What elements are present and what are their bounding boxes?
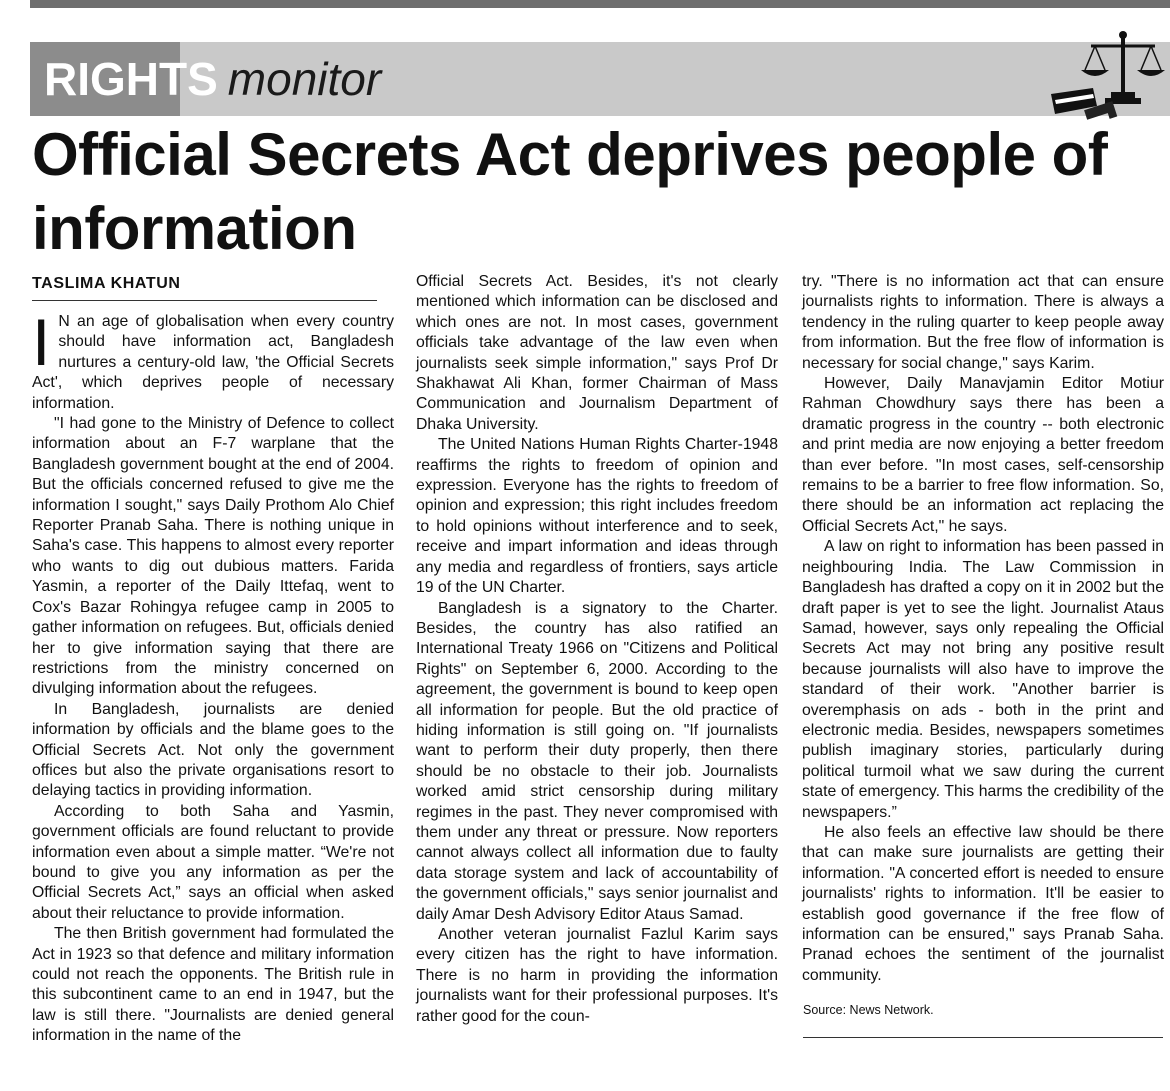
source-credit: Source: News Network.: [803, 1003, 934, 1017]
paragraph: Bangladesh is a signatory to the Charter. Besides, the country has also ratified an International Treaty 1966 on "Citizens and Political Rights" on September 6, 2000. According to the agreement, the government is bound to keep open all information for people. But the old practice of hiding information is still going on. "If journalists want to perform their duty properly, then there should be no obstacle to their job. Journalists worked amid strict censorship during military regimes in the past. They never compromised with them under any threat or pressure. Now reporters cannot always collect all information due to faulty data storage system and lack of accountability of the government officials," says senior journalist and daily Amar Desh Advisory Editor Ataus Samad.: [416, 599, 778, 923]
paragraph: The then British government had formulated the Act in 1923 so that defence and military information could not reach the opponents. The British rule in this subcontinent came to an end in 1947, but the law is still there. "Journalists are denied general information in the name of the: [32, 925, 394, 1045]
kicker-word-part-1: RIGHT: [44, 53, 188, 105]
top-rule: [30, 0, 1170, 8]
paragraph: The United Nations Human Rights Charter-1948 reaffirms the rights to freedom of opinion and expression. Everyone has the rights to freedom of opinion and expression; this right includes freedom to hold opinions without interference and to seek, receive and impart information and ideas through any media and regardless of frontiers, says article 19 of the UN Charter.: [416, 436, 778, 597]
article-column-1: [32, 305, 394, 1047]
byline-rule: [32, 300, 377, 301]
section-kicker: [44, 51, 381, 107]
paragraph: In Bangladesh, journalists are denied information by officials and the blame goes to the Official Secrets Act. Not only the government offices but also the private organisations resort to delaying tactics in providing information.: [32, 700, 394, 800]
kicker-word-monitor: monitor: [227, 53, 382, 105]
paragraph: [32, 305, 394, 414]
article-column-2: [416, 272, 778, 1027]
drop-cap: I: [32, 305, 51, 379]
kicker-word-part-2: S: [187, 53, 218, 105]
paragraph-text: N an age of globalisation when every country should have information act, Bangladesh nurtures a century-old law, 'the Official Secrets Act', which deprives people of necessary information.: [32, 313, 394, 412]
paragraph: Another veteran journalist Fazlul Karim says every citizen has the right to have information. There is no harm in providing the information journalists want for their professional purposes. It's rather good for the coun-: [416, 926, 778, 1025]
end-rule: [803, 1037, 1163, 1038]
paragraph: He also feels an effective law should be there that can make sure journalists are getting their information. "A concerted effort is needed to ensure journalists' rights to information. It'll be easier to establish good governance if the free flow of information can be ensured," says Pranab Saha. Pranad echoes the sentiment of the journalist community.: [802, 823, 1164, 984]
byline: TASLIMA KHATUN: [32, 275, 181, 292]
paragraph: "I had gone to the Ministry of Defence to collect information about an F-7 warplane that the Bangladesh government bought at the end of 2004. But the officials concerned refused to give me the information I sought," says Daily Prothom Alo Chief Reporter Pranab Saha. There is nothing unique in Saha's case. This happens to almost every reporter who wants to dig out dubious matters. Farida Yasmin, a reporter of the Daily Ittefaq, went to Cox's Bazar Rohingya refugee camp in 2005 to gather information on refugees. But, officials denied her to give information saying that there are restrictions from the ministry concerned on divulging information about the refugees.: [32, 415, 394, 698]
headline: Official Secrets Act deprives people of information: [32, 121, 1108, 262]
scales-of-justice-icon: [1015, 30, 1170, 120]
paragraph: Official Secrets Act. Besides, it's not clearly mentioned which information can be disclosed and which ones are not. In most cases, government officials take advantage of the law even when journalists seek simple information," says Prof Dr Shakhawat Ali Khan, former Chairman of Mass Communication and Journalism Department of Dhaka University.: [416, 273, 778, 433]
paragraph: However, Daily Manavjamin Editor Motiur Rahman Chowdhury says there has been a dramatic progress in the country -- both electronic and print media are now enjoying a better freedom than ever before. "In most cases, self-censorship remains to be a barrier to free flow information. So, there should be an information act replacing the Official Secrets Act," he says.: [802, 375, 1164, 535]
section-banner: [30, 42, 1170, 116]
article-column-3: [802, 272, 1164, 986]
paragraph: try. "There is no information act that can ensure journalists rights to information. There is always a tendency in the ruling quarter to keep people away from information. But the free flow of information is necessary for social change," says Karim.: [802, 273, 1164, 372]
paragraph: A law on right to information has been passed in neighbouring India. The Law Commission in Bangladesh has drafted a copy on it in 2002 but the draft paper is yet to see the light. Journalist Ataus Samad, however, says only repealing the Official Secrets Act may not bring any positive result because journalists will also have to improve the standard of their work. "Another barrier is overemphasis on ads - both in the print and electronic media. Besides, newspapers sometimes publish imaginary stories, particularly during political turmoil what we saw during the current state of emergency. This harms the credibility of the newspapers.”: [802, 538, 1164, 821]
paragraph: According to both Saha and Yasmin, government officials are found reluctant to provide information even about a simple matter. “We're not bound to give you any information as per the Official Secrets Act,” says an official when asked about their reluctance to provide information.: [32, 802, 394, 922]
